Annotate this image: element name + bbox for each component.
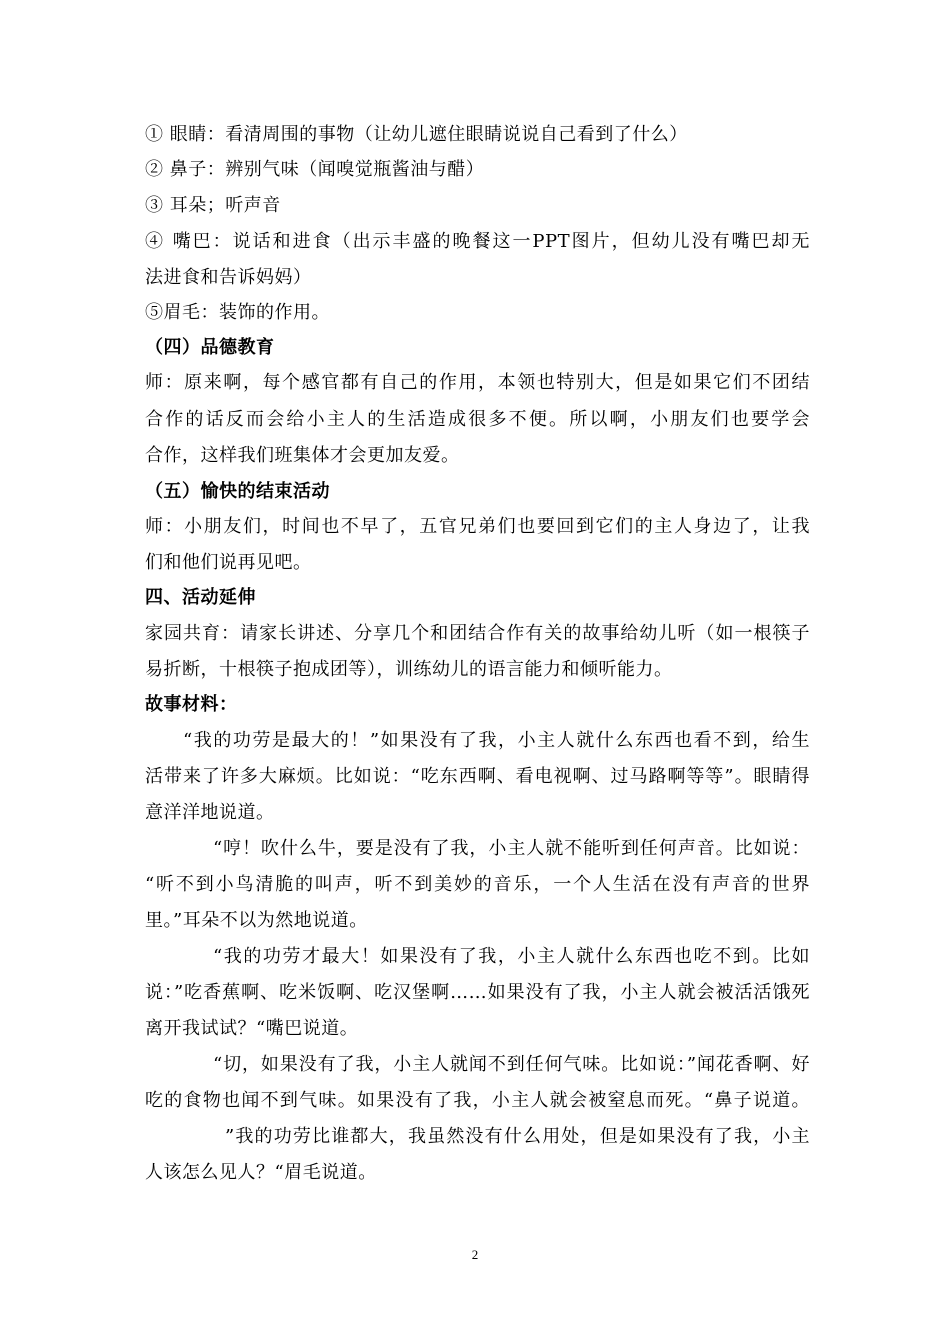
list-item-eyebrows: ⑤眉毛：装饰的作用。 bbox=[145, 302, 330, 323]
list-item-ears: ③ 耳朵；听声音 bbox=[145, 195, 281, 216]
list-item-eyes: ① 眼睛：看清周围的事物（让幼儿遮住眼睛说说自己看到了什么） bbox=[145, 124, 688, 145]
list-item-mouth-cont: 法进食和告诉妈妈） bbox=[145, 267, 312, 288]
list-item-nose: ② 鼻子：辨别气味（闻嗅觉瓶酱油与醋） bbox=[145, 159, 485, 180]
story-paragraph-line: 里。”耳朵不以为然地说道。 bbox=[145, 910, 368, 931]
story-paragraph-line: 意洋洋地说道。 bbox=[145, 802, 275, 823]
paragraph-line: 易折断，十根筷子抱成团等），训练幼儿的语言能力和倾听能力。 bbox=[145, 659, 673, 680]
story-paragraph-line: “我的功劳才最大！如果没有了我，小主人就什么东西也吃不到。比如 bbox=[213, 946, 810, 967]
section-heading-ending-activity: （五）愉快的结束活动 bbox=[145, 481, 330, 502]
story-paragraph-line: 吃的食物也闻不到气味。如果没有了我，小主人就会被窒息而死。“鼻子说道。 bbox=[145, 1090, 810, 1111]
story-paragraph-line: “我的功劳是最大的！”如果没有了我，小主人就什么东西也看不到，给生 bbox=[183, 730, 810, 751]
story-paragraph-line: ”我的功劳比谁都大，我虽然没有什么用处，但是如果没有了我，小主 bbox=[225, 1126, 810, 1147]
story-paragraph-line: 说：”吃香蕉啊、吃米饭啊、吃汉堡啊……如果没有了我，小主人就会被活活饿死 bbox=[145, 982, 810, 1003]
story-paragraph-line: “哼！吹什么牛，要是没有了我，小主人就不能听到任何声音。比如说： bbox=[213, 838, 810, 859]
paragraph-line: 合作，这样我们班集体才会更加友爱。 bbox=[145, 445, 460, 466]
story-paragraph-line: 人该怎么见人？“眉毛说道。 bbox=[145, 1162, 377, 1183]
section-heading-moral-education: （四）品德教育 bbox=[145, 337, 275, 358]
story-paragraph-line: 活带来了许多大麻烦。比如说：“吃东西啊、看电视啊、过马路啊等等”。眼睛得 bbox=[145, 766, 810, 787]
paragraph-line: 师：原来啊，每个感官都有自己的作用，本领也特别大，但是如果它们不团结 bbox=[145, 372, 810, 393]
story-paragraph-line: 离开我试试？“嘴巴说道。 bbox=[145, 1018, 359, 1039]
list-item-mouth: ④ 嘴巴：说话和进食（出示丰盛的晚餐这一PPT图片，但幼儿没有嘴巴却无 bbox=[145, 231, 810, 252]
section-heading-extension: 四、活动延伸 bbox=[145, 587, 256, 608]
paragraph-line: 师：小朋友们，时间也不早了，五官兄弟们也要回到它们的主人身边了，让我 bbox=[145, 516, 810, 537]
paragraph-line: 合作的话反而会给小主人的生活造成很多不便。所以啊，小朋友们也要学会 bbox=[145, 409, 810, 430]
paragraph-line: 家园共育：请家长讲述、分享几个和团结合作有关的故事给幼儿听（如一根筷子 bbox=[145, 623, 810, 644]
story-paragraph-line: “切，如果没有了我，小主人就闻不到任何气味。比如说：”闻花香啊、好 bbox=[213, 1054, 810, 1075]
story-material-heading: 故事材料： bbox=[145, 694, 238, 715]
page-number: 2 bbox=[471, 1247, 479, 1262]
story-paragraph-line: “听不到小鸟清脆的叫声，听不到美妙的音乐，一个人生活在没有声音的世界 bbox=[145, 874, 810, 895]
paragraph-line: 们和他们说再见吧。 bbox=[145, 552, 312, 573]
